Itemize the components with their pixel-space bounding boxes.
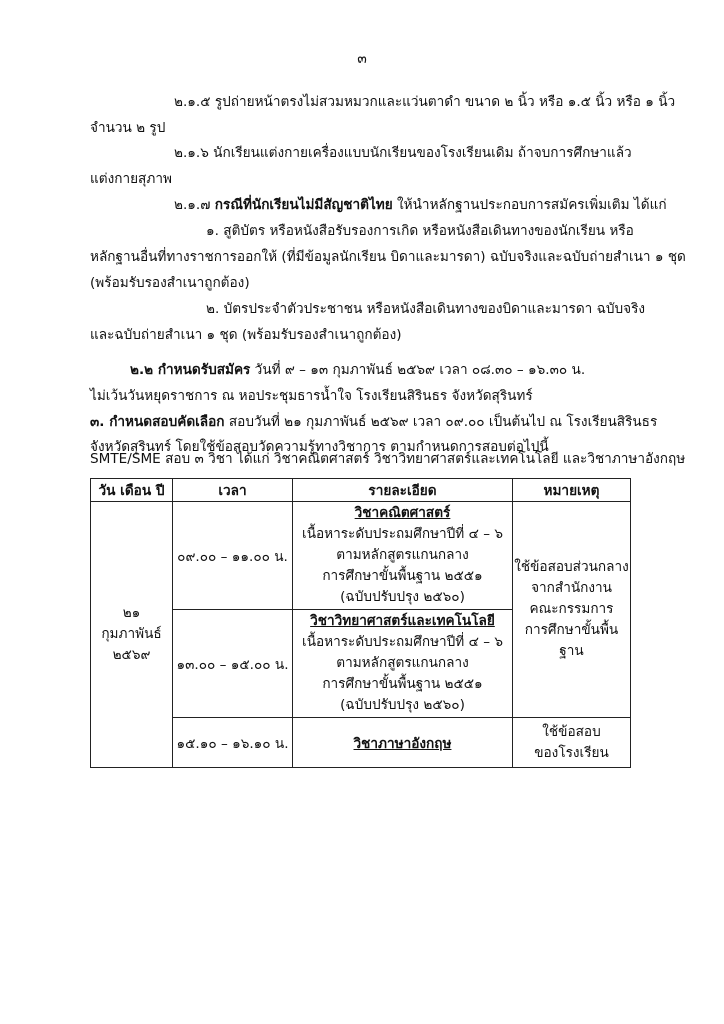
subject-title: วิชาคณิตศาสตร์ bbox=[354, 505, 451, 521]
sub-item-1-line-3: (พร้อมรับรองสำเนาถูกต้อง) bbox=[90, 275, 250, 291]
time-cell: ๐๙.๐๐ – ๑๑.๐๐ น. bbox=[173, 502, 293, 610]
item-2-1-5-line-1: ๒.๑.๕ รูปถ่ายหน้าตรงไม่สวมหมวกและแว่นตาดำ ขนาด ๒ นิ้ว หรือ ๑.๕ นิ้ว หรือ ๑ นิ้ว bbox=[174, 94, 676, 110]
section-2-2-heading: ๒.๒ กำหนดรับสมัคร bbox=[130, 362, 251, 378]
item-2-1-6-line-1: ๒.๑.๖ นักเรียนแต่งกายเครื่องแบบนักเรียนของโรงเรียนเดิม ถ้าจบการศึกษาแล้ว bbox=[174, 145, 632, 161]
detail-cell bbox=[293, 610, 513, 718]
sub-item-1-line-2: หลักฐานอื่นที่ทางราชการออกให้ (ที่มีข้อมูลนักเรียน บิดาและมารดา) ฉบับจริงและฉบับถ่ายสำเนา ๑ ชุด bbox=[90, 249, 686, 265]
header-date: วัน เดือน ปี bbox=[91, 479, 173, 502]
detail-line: ตามหลักสูตรแกนกลาง bbox=[336, 547, 469, 563]
item-2-1-7-number: ๒.๑.๗ bbox=[174, 197, 211, 213]
date-day: ๒๑ bbox=[122, 605, 141, 621]
note-line: การศึกษาขั้นพื้นฐาน bbox=[524, 622, 619, 659]
item-2-1-6-line-2: แต่งกายสุภาพ bbox=[90, 171, 172, 187]
detail-line: (ฉบับปรับปรุง ๒๕๖๐) bbox=[340, 697, 465, 713]
note-line: ใช้ข้อสอบส่วนกลาง bbox=[514, 559, 629, 575]
page-number: ๓ bbox=[357, 51, 367, 67]
table-row bbox=[91, 502, 631, 610]
sub-item-2-line-1: ๒. บัตรประจำตัวประชาชน หรือหนังสือเดินทางของบิดาและมารดา ฉบับจริง bbox=[206, 301, 646, 317]
section-3-line-2: จังหวัดสุรินทร์ โดยใช้ข้อสอบวัดความรู้ทางวิชาการ ตามกำหนดการสอบต่อไปนี้ bbox=[90, 439, 549, 455]
item-2-1-7-line-1 bbox=[174, 195, 667, 215]
note-cell-central bbox=[513, 502, 631, 718]
subject-title: วิชาวิทยาศาสตร์และเทคโนโลยี bbox=[310, 613, 495, 629]
note-cell-school bbox=[513, 718, 631, 768]
detail-line: การศึกษาขั้นพื้นฐาน ๒๕๕๑ bbox=[322, 568, 483, 584]
subject-title: วิชาภาษาอังกฤษ bbox=[353, 735, 452, 752]
section-3-heading: ๓. กำหนดสอบคัดเลือก bbox=[90, 414, 225, 430]
sub-item-1-line-1: ๑. สูติบัตร หรือหนังสือรับรองการเกิด หรือหนังสือเดินทางของนักเรียน หรือ bbox=[206, 223, 634, 239]
smte-line: SMTE/SME สอบ ๓ วิชา ได้แก่ วิชาคณิตศาสตร์ วิชาวิทยาศาสตร์และเทคโนโลยี และวิชาภาษาอังกฤษ bbox=[90, 451, 686, 467]
table-header-row bbox=[91, 479, 631, 502]
date-cell bbox=[91, 502, 173, 768]
date-year: ๒๕๖๙ bbox=[112, 647, 151, 663]
section-2-2-text: วันที่ ๙ – ๑๓ กุมภาพันธ์ ๒๕๖๙ เวลา ๐๘.๓๐ – ๑๖.๓๐ น. bbox=[250, 362, 586, 378]
item-2-1-5-line-2: จำนวน ๒ รูป bbox=[90, 120, 166, 136]
detail-line: ตามหลักสูตรแกนกลาง bbox=[336, 655, 469, 671]
section-3-line-1 bbox=[90, 412, 657, 432]
note-line: คณะกรรมการ bbox=[529, 601, 614, 617]
sub-item-2-line-2: และฉบับถ่ายสำเนา ๑ ชุด (พร้อมรับรองสำเนาถูกต้อง) bbox=[90, 327, 402, 343]
detail-cell bbox=[293, 718, 513, 768]
section-2-2-line-2: ไม่เว้นวันหยุดราชการ ณ หอประชุมธารน้ำใจ โรงเรียนสิรินธร จังหวัดสุรินทร์ bbox=[90, 388, 533, 404]
header-detail: รายละเอียด bbox=[293, 479, 513, 502]
detail-line: (ฉบับปรับปรุง ๒๕๖๐) bbox=[340, 589, 465, 605]
section-2-2-line-1 bbox=[130, 360, 585, 380]
detail-line: เนื้อหาระดับประถมศึกษาปีที่ ๔ – ๖ bbox=[302, 526, 503, 542]
note-line: ของโรงเรียน bbox=[534, 744, 609, 761]
time-cell: ๑๓.๐๐ – ๑๕.๐๐ น. bbox=[173, 610, 293, 718]
note-line: ใช้ข้อสอบ bbox=[542, 723, 601, 740]
item-2-1-7-text: ให้นำหลักฐานประกอบการสมัครเพิ่มเติม ได้แก่ bbox=[392, 197, 667, 213]
item-2-1-7-heading: กรณีที่นักเรียนไม่มีสัญชาติไทย bbox=[214, 197, 393, 213]
detail-cell bbox=[293, 502, 513, 610]
exam-schedule-table bbox=[90, 478, 631, 768]
date-month: กุมภาพันธ์ bbox=[101, 626, 162, 642]
header-time: เวลา bbox=[173, 479, 293, 502]
header-note: หมายเหตุ bbox=[513, 479, 631, 502]
detail-line: เนื้อหาระดับประถมศึกษาปีที่ ๔ – ๖ bbox=[302, 634, 503, 650]
note-line: จากสำนักงาน bbox=[531, 580, 612, 596]
detail-line: การศึกษาขั้นพื้นฐาน ๒๕๕๑ bbox=[322, 676, 483, 692]
time-cell: ๑๕.๑๐ – ๑๖.๑๐ น. bbox=[173, 718, 293, 768]
section-3-text: สอบวันที่ ๒๑ กุมภาพันธ์ ๒๕๖๙ เวลา ๐๙.๐๐ เป็นต้นไป ณ โรงเรียนสิรินธร bbox=[224, 414, 658, 430]
